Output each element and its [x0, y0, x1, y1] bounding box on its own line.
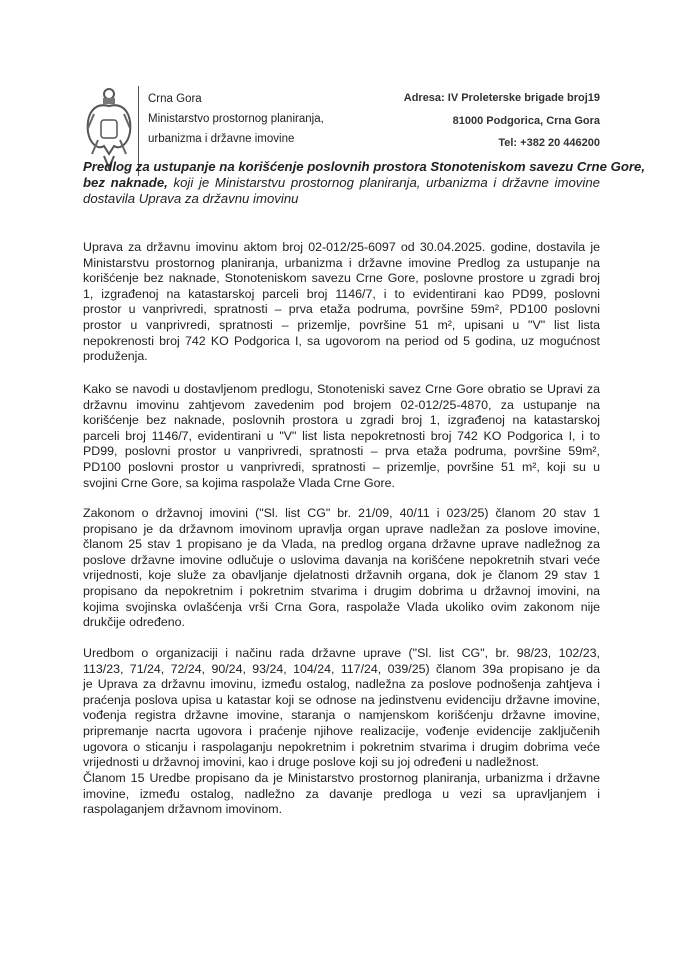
address: Adresa: IV Proleterske brigade broj19 — [403, 92, 600, 104]
text-line: državnu imovinu zahtjevom zavedenim pod brojem 02-012/25-4870, za ustupanje na — [83, 397, 600, 412]
text-line: ugovora o sticanju i raspolaganju nepokretnim i pokretnim stvarima i drugim dobrima veće — [83, 739, 600, 754]
text-line: Uprava za državnu imovinu aktom broj 02-012/25-6097 od 30.04.2025. godine, dostavila je — [83, 240, 600, 254]
text-line: PD100 poslovni prostor u vanprivredi, spratnosti – prizemlje, površine 51 m², koji su u — [83, 459, 600, 474]
text-line: prostor u vanprivredi, spratnosti – prva etaža podruma, površine 59m², PD100 poslovni — [83, 302, 600, 317]
ministry-name — [148, 89, 324, 149]
paragraph-1 — [83, 240, 600, 365]
paragraph-4 — [83, 646, 600, 771]
text-line: pripremanje nacrta ugovora i praćenje njihove realizacije, vođenje evidencije zaključenih — [83, 723, 600, 738]
text-line: produženja. — [83, 349, 148, 364]
text-line: parceli broj 1146/7, evidentirani u "V" list lista nepokretnosti broj 742 KO Podgorica I, i to — [83, 428, 600, 443]
text-line: članom 25 stav 1 propisano je da Vlada, na predlog organa državne uprave nadležnog za — [83, 537, 600, 552]
text-line: Kako se navodi u dostavljenom predlogu, Stonoteniski savez Crne Gore obratio se Upravi za — [83, 382, 600, 396]
paragraph-5 — [83, 771, 600, 818]
text-line: praćenja poslova upisa u katastar koji se odnose na jedinstvenu evidenciju državne imovine, — [83, 692, 600, 707]
title-line: dostavila Uprava za državnu imovinu — [83, 191, 299, 206]
text-line: Članom 15 Uredbe propisano da je Ministarstvo prostornog planiranja, urbanizma i državne — [83, 771, 600, 785]
text-line: korišćenje bez naknade, Stonoteniskom savezu Crne Gore, poslovne prostore u zgradi broj — [83, 271, 600, 286]
text-line: poslove državne imovine odlučuje o uslovima davanja na korišćene nepokretnih stvari veće — [83, 552, 600, 567]
text-line: 113/23, 71/24, 72/24, 90/24, 93/24, 104/24, 117/24, 039/25) članom 39a propisano je da — [83, 661, 600, 676]
contact-info — [404, 87, 600, 155]
city: 81000 Podgorica, Crna Gora — [452, 114, 600, 127]
ministry-line-1: Ministarstvo prostornog planiranja, — [148, 113, 324, 125]
title-bold: bez naknade, — [83, 175, 168, 190]
text-line: svojini Crne Gore, sa kojima raspolaže Vlada Crne Gore. — [83, 475, 395, 490]
text-line: Zakonom o državnoj imovini ("Sl. list CG" br. 21/09, 40/11 i 023/25) članom 20 stav 1 — [83, 506, 600, 520]
title-text: koji je Ministarstvu prostornog planiranja, urbanizma i državne imovine — [167, 175, 600, 190]
text-line: raspolaganjem državnom imovinom. — [83, 802, 283, 817]
text-line: nepokrenosti broj 742 KO Podgorica I, sa ugovorom na period od 5 godina, uz mogućnost — [83, 333, 600, 348]
title-line: Predlog za ustupanje na korišćenje poslovnih prostora Stonoteniskom savezu Crne Gore, — [83, 159, 646, 174]
text-line: kojima svojinska ovlašćenja vrši Crna Gora, raspolaže Vlada ukoliko ovim zakonom nije — [83, 599, 600, 614]
text-line: vođenja registra državne imovine, staranja o namjenskom korišćenju državne imovine, — [83, 708, 600, 723]
text-line: je Uprava za državnu imovinu, između ostalog, nadležna za poslove podnošenja zahtjeva i — [83, 677, 600, 692]
text-line: korišćenje bez naknade, poslovnih prostora u zgradi broj 1, izgrađenoj na katastarskoj — [83, 413, 600, 428]
text-line: 1, izgrađenoj na katastarskoj parceli broj 1146/7, i to evidentirani kao PD99, poslovni — [83, 286, 600, 301]
ministry-line-2: urbanizma i državne imovine — [148, 133, 295, 145]
paragraph-3 — [83, 506, 600, 631]
phone: Tel: +382 20 446200 — [498, 137, 600, 149]
text-line: drukčije određeno. — [83, 615, 185, 630]
paragraph-2 — [83, 382, 600, 491]
text-line: vrijednosti u državnoj imovini, kao i druge poslove koji su joj određeni u nadležnost. — [83, 755, 539, 770]
text-line: Ministarstvu prostornog planiranja, urbanizma i državne imovine Predlog za ustupanje na — [83, 255, 600, 270]
text-line: Uredbom o organizaciji i načinu rada državne uprave ("Sl. list CG", br. 98/23, 102/23, — [83, 646, 600, 660]
document-title — [83, 159, 646, 207]
title-line — [83, 175, 600, 191]
text-line: PD99, poslovni prostor u vanprivredi, spratnosti – prva etaža podruma, površine 59m², — [83, 444, 600, 459]
text-line: propisano je da državnom imovinom upravlja organ uprave nadležan za poslove imovine, — [83, 521, 600, 536]
text-line: propisano da nepokretnim i pokretnim stvarima i drugim dobrima u državnoj imovini, na — [83, 583, 600, 598]
country-name: Crna Gora — [148, 93, 202, 105]
text-line: vrijednosti, koje služe za obavljanje djelatnosti državnih organa, dok je članom 29 stav 1 — [83, 568, 600, 583]
text-line: prostor u vanprivredi, spratnosti – prizemlje, površine 51 m², upisani u "V" list lista — [83, 317, 600, 332]
text-line: imovine, između ostalog, nadležno za davanje predloga u vezi sa upravljanjem i — [83, 786, 600, 801]
